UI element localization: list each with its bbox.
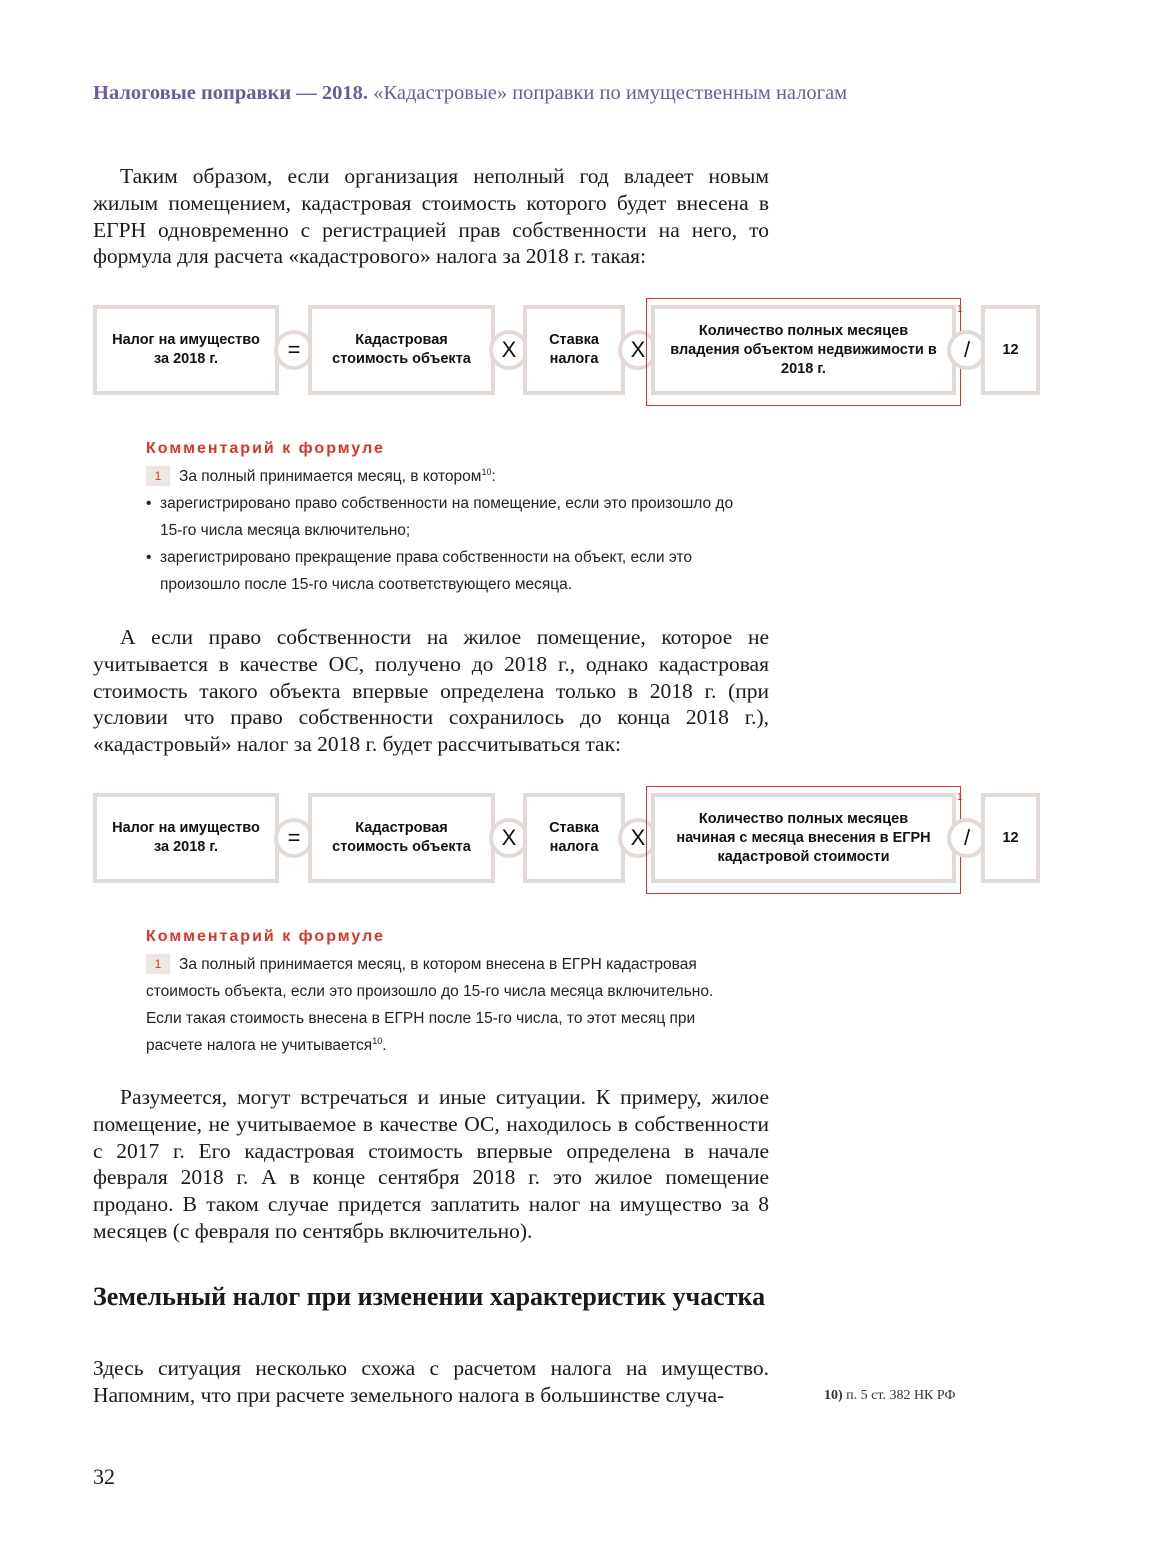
paragraph-1 bbox=[93, 163, 769, 270]
formula-2-mark: 1 bbox=[957, 792, 963, 803]
footnote bbox=[824, 1388, 956, 1404]
formula-2-box-12: 12 bbox=[981, 793, 1040, 883]
formula-1-comment bbox=[146, 437, 756, 598]
formula-1-mark: 1 bbox=[957, 304, 963, 315]
multiply-icon: X bbox=[618, 818, 658, 858]
paragraph-4 bbox=[93, 1355, 769, 1409]
formula-1-box-tax: Налог на имущество за 2018 г. bbox=[93, 305, 279, 395]
section-heading: Земельный налог при изменении характеристик участка bbox=[93, 1282, 766, 1311]
header-bold: Налоговые поправки — 2018. bbox=[93, 82, 369, 104]
paragraph-3-text: Разумеется, могут встречаться и иные ситуации. К примеру, жилое помещение, не учитываемое в качестве ОС, находилось в собственности с 2017 г. Его кадастровая стоимость впервые определена в начале февраля 2018 г. А в конце сентября 2018 г. это жилое помещение продано. В таком случае придется заплатить налог на имущество за 8 месяцев (с февраля по сентябрь включительно). bbox=[93, 1085, 769, 1243]
formula-2 bbox=[93, 793, 1040, 889]
formula-2-box-cadastral-value: Кадастровая стоимость объекта bbox=[308, 793, 495, 883]
comment-bullet: • зарегистрировано право собственности на помещение, если это произошло до 15-го числа месяца включительно; bbox=[146, 490, 740, 544]
paragraph-2 bbox=[93, 624, 769, 758]
comment-text: 1 За полный принимается месяц, в котором внесена в ЕГРН кадастровая стоимость объекта, если это произошло до 15-го числа месяца включительно. Если такая стоимость внесена в ЕГРН после 15-го числа, то этот месяц при расчете налога не учитывается$^{10}$. bbox=[146, 956, 714, 1054]
header-rest: «Кадастровые» поправки по имущественным налогам bbox=[373, 82, 848, 104]
comment-number-badge: 1 bbox=[146, 466, 170, 486]
footnote-number: 10) bbox=[824, 1388, 843, 1403]
comment-number-badge: 1 bbox=[146, 954, 170, 974]
multiply-icon: X bbox=[618, 330, 658, 370]
divide-icon: / bbox=[947, 330, 987, 370]
formula-2-box-tax: Налог на имущество за 2018 г. bbox=[93, 793, 279, 883]
comment-title: Комментарий к формуле bbox=[146, 440, 385, 457]
footnote-ref: 10 bbox=[372, 1035, 383, 1046]
formula-1-box-cadastral-value: Кадастровая стоимость объекта bbox=[308, 305, 495, 395]
running-header bbox=[93, 82, 847, 105]
footnote-ref: 10 bbox=[481, 466, 492, 477]
page-number: 32 bbox=[93, 1464, 115, 1489]
multiply-icon: X bbox=[489, 818, 529, 858]
multiply-icon: X bbox=[489, 330, 529, 370]
formula-2-box-months: Количество полных месяцев начиная с месяца внесения в ЕГРН кадастровой стоимости bbox=[651, 793, 956, 883]
equals-icon: = bbox=[274, 330, 314, 370]
paragraph-3 bbox=[93, 1084, 769, 1245]
formula-2-box-rate: Ставка налога bbox=[523, 793, 625, 883]
formula-1 bbox=[93, 305, 1040, 401]
comment-bullet: • зарегистрировано прекращение права собственности на объект, если это произошло после 15-го числа соответствующего месяца. bbox=[146, 544, 730, 598]
formula-1-box-rate: Ставка налога bbox=[523, 305, 625, 395]
footnote-text: п. 5 ст. 382 НК РФ bbox=[846, 1388, 956, 1403]
formula-1-box-12: 12 bbox=[981, 305, 1040, 395]
formula-2-comment bbox=[146, 925, 751, 1059]
paragraph-1-text: Таким образом, если организация неполный год владеет новым жилым помещением, кадастровая стоимость которого будет внесена в ЕГРН одновременно с регистрацией прав собственности на него, то формула для расчета «кадастрового» налога за 2018 г. такая: bbox=[93, 164, 769, 269]
comment-intro: 1 За полный принимается месяц, в котором$^{10}$: bbox=[146, 463, 756, 490]
equals-icon: = bbox=[274, 818, 314, 858]
formula-1-box-months: Количество полных месяцев владения объектом недвижимости в 2018 г. bbox=[651, 305, 956, 395]
comment-title: Комментарий к формуле bbox=[146, 928, 385, 945]
divide-icon: / bbox=[947, 818, 987, 858]
paragraph-2-text: А если право собственности на жилое помещение, которое не учитывается в качестве ОС, получено до 2018 г., однако кадастровая стоимость такого объекта впервые определена только в 2018 г. (при условии что право собственности сохранилось до конца 2018 г.), «кадастровый» налог за 2018 г. будет рассчитываться так: bbox=[93, 625, 769, 757]
paragraph-4-text: Здесь ситуация несколько схожа с расчетом налога на имущество. Напомним, что при расчете земельного налога в большинстве случа- bbox=[93, 1356, 769, 1407]
